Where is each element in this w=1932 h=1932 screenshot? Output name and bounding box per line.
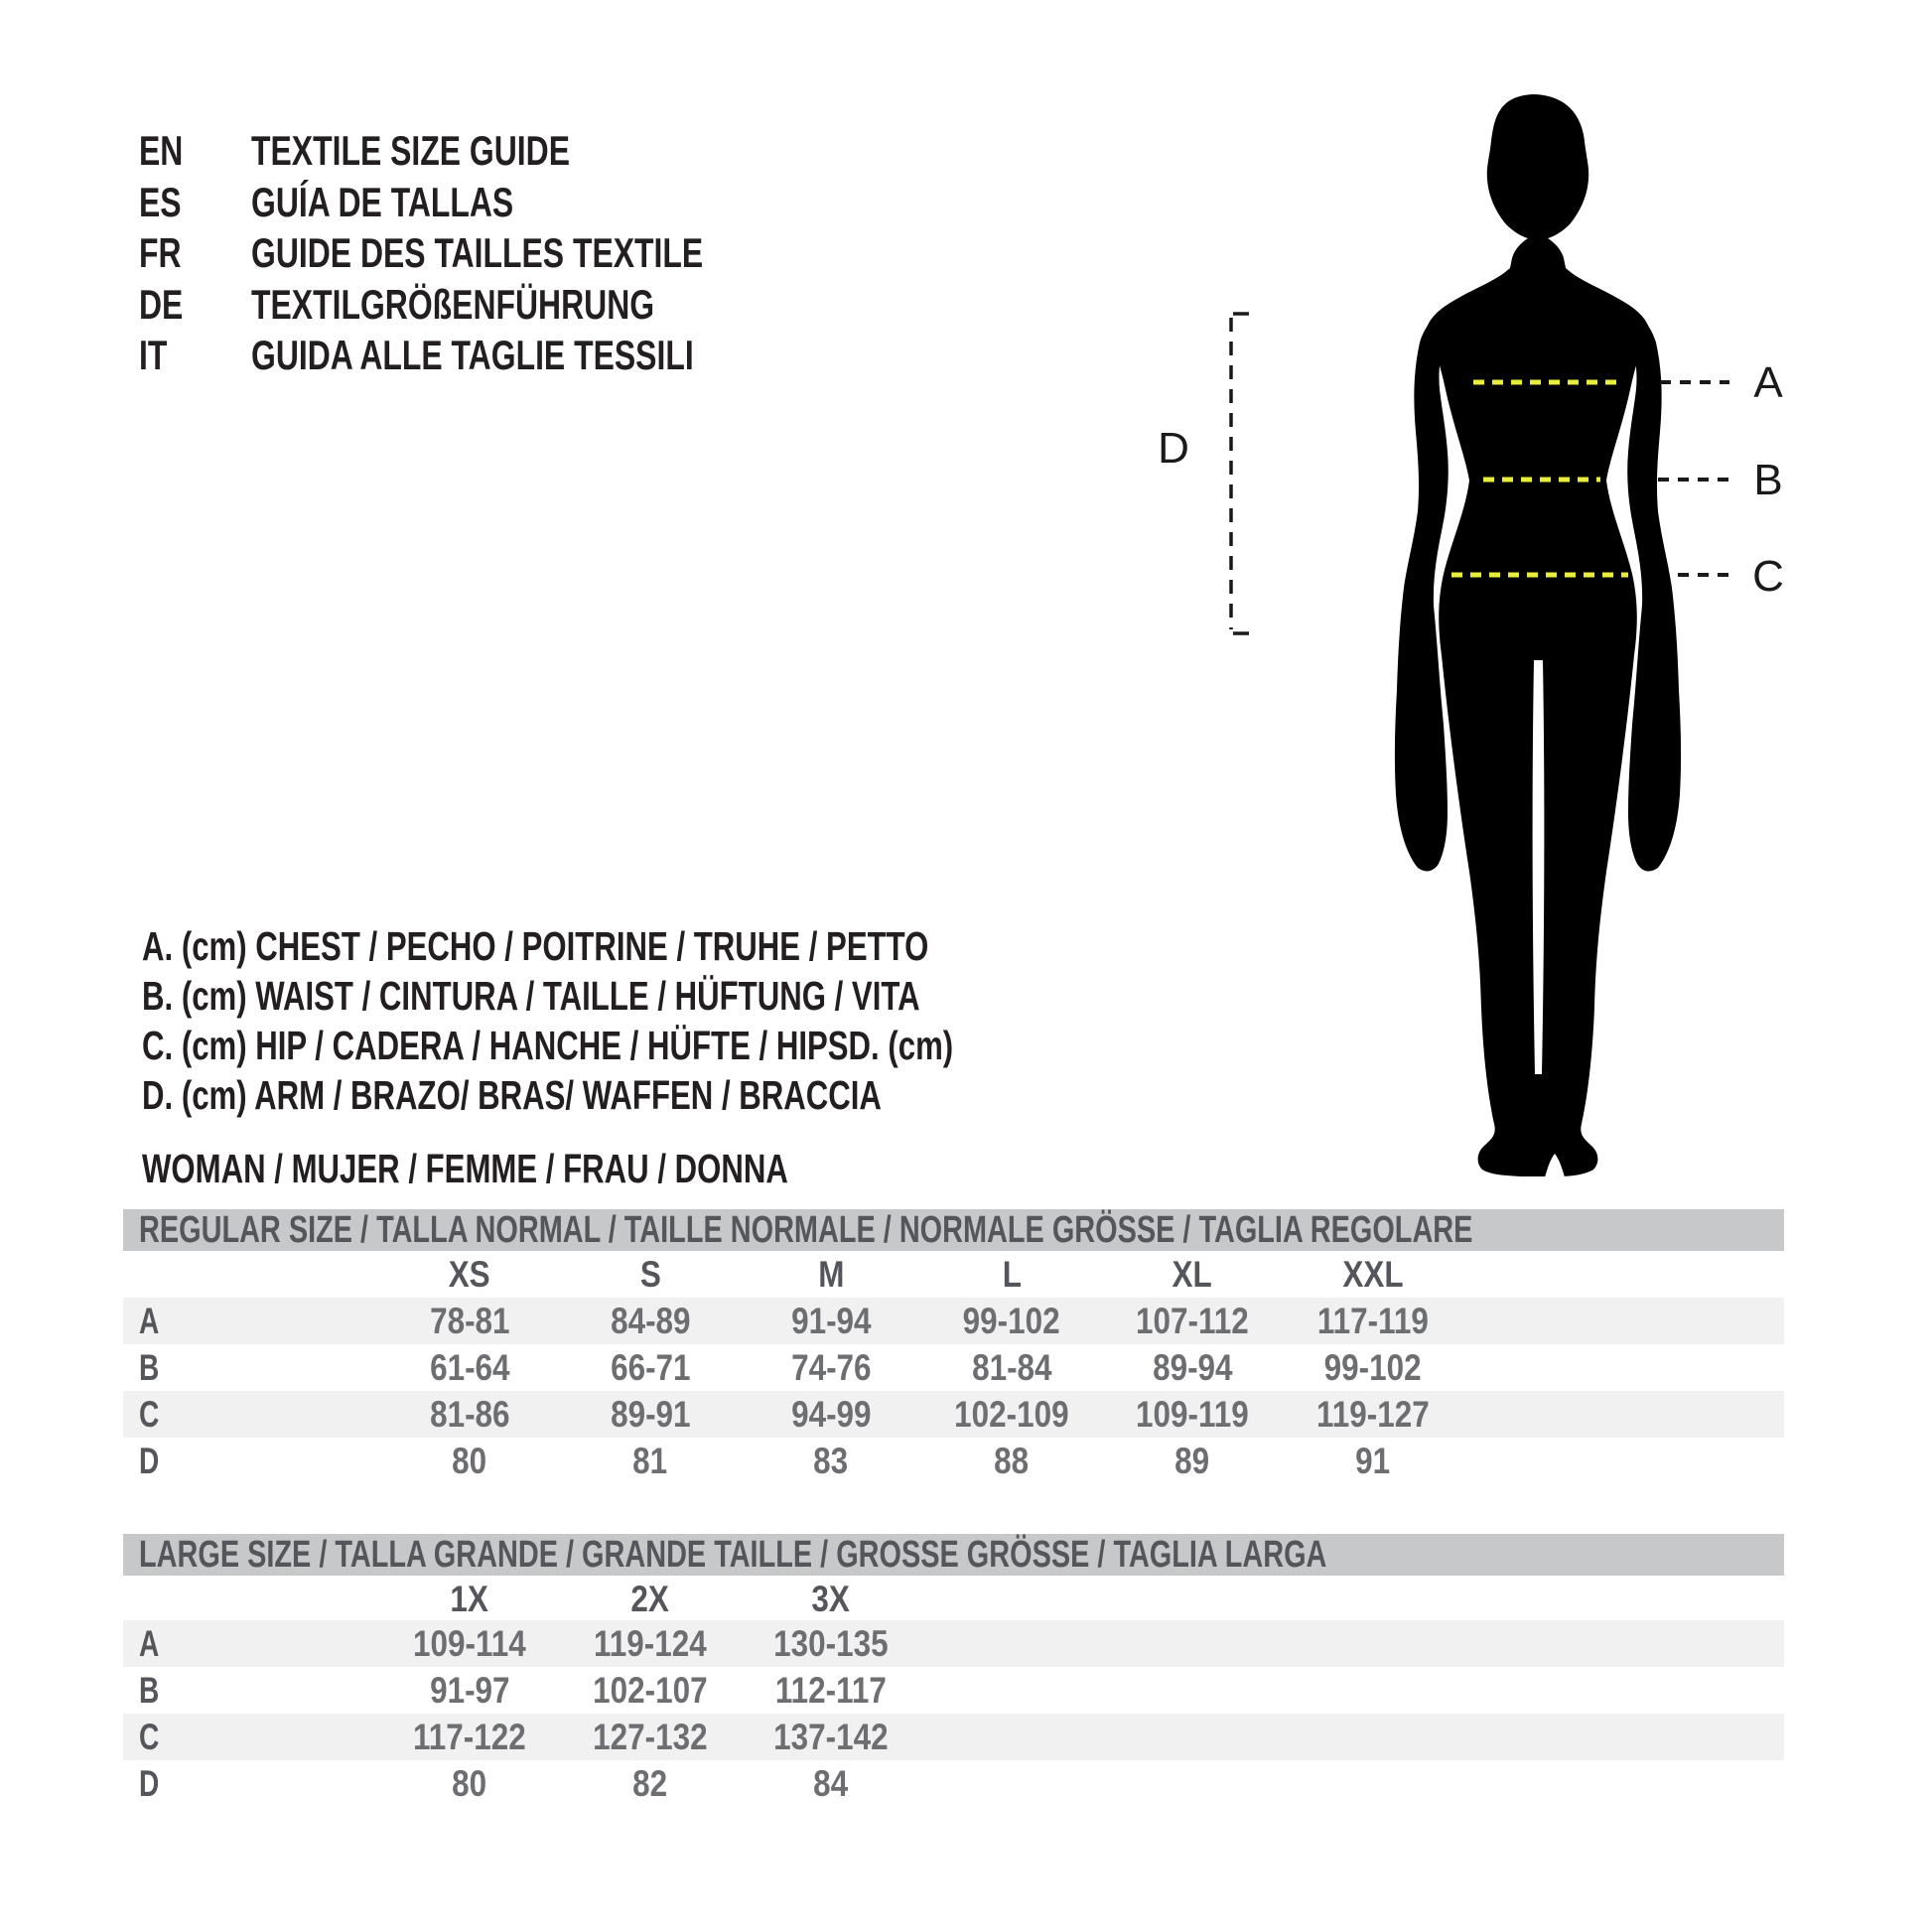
col-header-2x: 2X <box>630 1578 670 1619</box>
col-header-xs: XS <box>449 1253 490 1295</box>
lang-code-es: ES <box>139 179 182 225</box>
large-size-title: LARGE SIZE / TALLA GRANDE / GRANDE TAILLE / GROSSE GRÖSSE / TAGLIA LARGA <box>139 1533 1327 1576</box>
col-header-xl: XL <box>1172 1253 1213 1295</box>
regular-size-header-band <box>123 1209 1784 1251</box>
legend-line-chest: A. (cm) CHEST / PECHO / POITRINE / TRUHE / PETTO <box>142 922 929 969</box>
figure-label-c: C <box>1752 552 1784 601</box>
lang-title-de: TEXTILGRÖßENFÜHRUNG <box>251 281 655 328</box>
table-row: C 117-122 127-132 137-142 <box>123 1714 1784 1760</box>
lang-title-es: GUÍA DE TALLAS <box>251 179 514 225</box>
table-row: C 81-86 89-91 94-99 102-109 109-119 119-127 <box>123 1391 1784 1438</box>
figure-label-a: A <box>1753 358 1783 407</box>
large-size-column-headers <box>123 1576 1784 1622</box>
legend-line-waist: B. (cm) WAIST / CINTURA / TAILLE / HÜFTUNG / VITA <box>142 972 920 1019</box>
lang-code-it: IT <box>139 332 168 378</box>
leg-gap <box>1533 660 1545 1074</box>
col-header-xxl: XXL <box>1342 1253 1404 1295</box>
lang-code-en: EN <box>139 127 184 174</box>
col-header-m: M <box>817 1253 845 1295</box>
col-header-1x: 1X <box>450 1578 489 1619</box>
legend-line-arm: D. (cm) ARM / BRAZO/ BRAS/ WAFFEN / BRACCIA <box>142 1071 882 1118</box>
lang-code-de: DE <box>139 281 184 328</box>
legend-line-hip: C. (cm) HIP / CADERA / HANCHE / HÜFTE / HIPSD. (cm) <box>142 1022 954 1068</box>
table-row: D 80 81 83 88 89 91 <box>139 1440 1391 1481</box>
lang-title-en: TEXTILE SIZE GUIDE <box>251 127 571 174</box>
table-row: B 61-64 66-71 74-76 81-84 89-94 99-102 <box>139 1346 1422 1388</box>
lang-code-fr: FR <box>139 229 182 276</box>
regular-size-column-headers <box>123 1251 1784 1298</box>
table-row: D 80 82 84 <box>139 1762 849 1804</box>
col-header-s: S <box>639 1253 661 1295</box>
figure-label-b: B <box>1753 456 1783 504</box>
table-row: B 91-97 102-107 112-117 <box>139 1669 887 1711</box>
regular-size-title: REGULAR SIZE / TALLA NORMAL / TAILLE NORMALE / NORMALE GRÖSSE / TAGLIA REGOLARE <box>139 1208 1473 1251</box>
gender-line: WOMAN / MUJER / FEMME / FRAU / DONNA <box>142 1145 788 1191</box>
table-row: A 109-114 119-124 130-135 <box>123 1620 1784 1667</box>
col-header-l: L <box>1002 1253 1022 1295</box>
figure-label-d: D <box>1158 424 1189 473</box>
lang-title-it: GUIDA ALLE TAGLIE TESSILI <box>251 332 694 378</box>
large-size-header-band <box>123 1534 1784 1576</box>
col-header-3x: 3X <box>811 1578 851 1619</box>
lang-title-fr: GUIDE DES TAILLES TEXTILE <box>251 229 704 276</box>
table-row: A 78-81 84-89 91-94 99-102 107-112 117-119 <box>123 1298 1784 1344</box>
